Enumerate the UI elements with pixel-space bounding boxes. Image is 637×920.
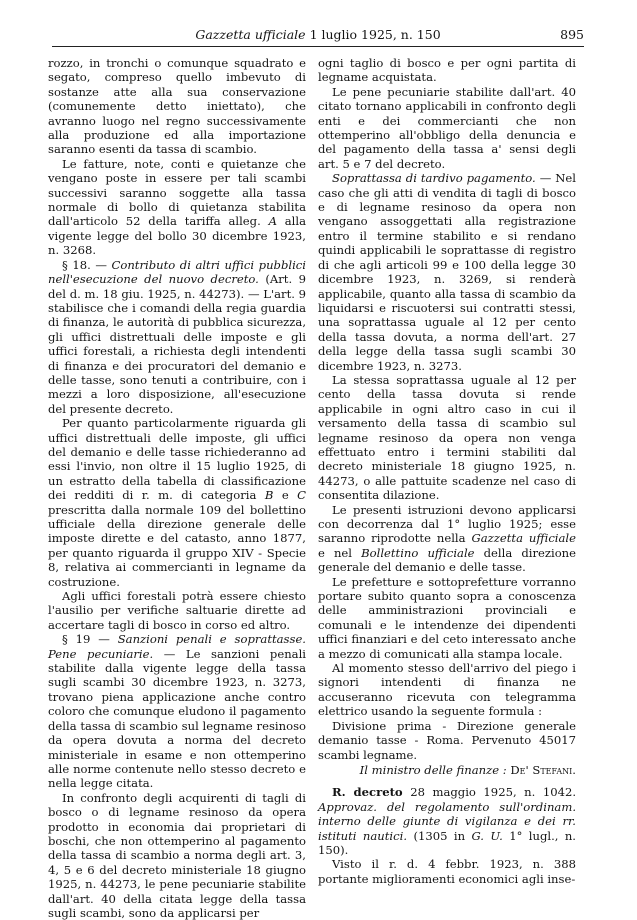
right-column bbox=[318, 56, 576, 886]
decree-title: Approvaz. del regolamento sull'ordinam. interno delle giunte di vigilanza e dei rr. istituti nautici. bbox=[318, 799, 576, 843]
decree-entry: R. decreto 28 maggio 1925, n. 1042. Approvaz. del regolamento sull'ordinam. interno delle giunte di vigilanza e dei rr. istituti nautici. (1305 in G. U. 1° lugl., n. 150). bbox=[318, 785, 577, 857]
section-number: § 18. — bbox=[62, 257, 107, 272]
soprattassa-section: Soprattassa di tardivo pagamento. — Nel caso che gli atti di vendita di tagli di bosco e di legname resinoso da opera non vengano assoggettati alla registrazione entro il termine stabilito e si rendano quindi applicabili le soprattasse di registro di che agli articoli 99 e 100 della legge 30 dicembre 1923, n. 3269, si renderà applicabile, quanto alla tassa di scambio da liquidarsi e riscuotersi sui contratti stessi, una soprattassa uguale al 12 per cento della tassa dovuta, a norma dell'art. 27 della legge della tassa sugli scambi 30 dicembre 1923, n. 3273. bbox=[318, 171, 576, 373]
paragraph: Al momento stesso dell'arrivo del piego i signori intendenti di finanza ne accuseranno ricevuta con telegramma elettrico usando la seguente formula : bbox=[318, 661, 576, 719]
paragraph: Visto il r. d. 4 febbr. 1923, n. 388 portante miglioramenti economici agli inse- bbox=[318, 857, 576, 886]
telegram-formula: Divisione prima - Direzione generale demanio tasse - Roma. Pervenuto 45017 scambi legname. bbox=[318, 718, 576, 762]
paragraph: Le presenti istruzioni devono applicarsi con decorrenza dal 1° luglio 1925; esse saranno riprodotte nella Gazzetta ufficiale e nel Bollettino ufficiale della direzione generale del demanio e delle tasse. bbox=[318, 502, 577, 575]
section-18: § 18. — Contributo di altri uffici pubblici nell'esecuzione del nuovo decreto. (Art. 9 del d. m. 18 giu. 1925, n. 44273). — L'art. 9 stabilisce che i comandi della regia guardia di finanza, le autorità di pubblica sicurezza, gli uffici distrettuali delle imposte e gli uffici forestali, a richiesta degli intendenti di finanza e dei procuratori del demanio e delle tasse, sono tenuti a contribuire, con i mezzi a loro disposizione, all'esecuzione del presente decreto. bbox=[48, 257, 307, 416]
paragraph: Le prefetture e sottoprefetture vorranno portare subito quanto sopra a conoscenza delle amministrazioni provinciali e comunali e le intendenze dei dipendenti uffici finanziari e del ceto interessato anche a mezzo di comunicati alla stampa locale. bbox=[318, 574, 576, 661]
section-title: Sanzioni penali e soprattasse. Pene pecuniarie. bbox=[48, 632, 306, 661]
section-title: Contributo di altri uffici pubblici nell'esecuzione del nuovo decreto. bbox=[48, 257, 306, 287]
page-header bbox=[52, 24, 584, 47]
paragraph: Agli uffici forestali potrà essere chiesto l'ausilio per verifiche saltuarie dirette ad accertare tagli di bosco in corso ed altro. bbox=[48, 589, 306, 632]
paragraph: In confronto degli acquirenti di tagli di bosco o di legname resinoso da opera prodotto in economia dai proprietari di boschi, che non ottemperino al pagamento della tassa di scambio a norma degli art. 3, 4, 5 e 6 del decreto ministeriale 18 giugno 1925, n. 44273, le pene pecuniarie stabilite dall'art. 40 della citata legge della tassa sugli scambi, sono da applicarsi per bbox=[48, 790, 306, 920]
paragraph: Per quanto particolarmente riguarda gli uffici distrettuali delle imposte, gli uffici del demanio e delle tasse richiederanno ad essi l'invio, non oltre il 15 luglio 1925, di un estratto della tabella di classificazione dei redditi di r. m. di categoria B e C prescritta dalla normale 109 del bollettino ufficiale della direzione generale delle imposte dirette e del catasto, anno 1877, per quanto riguarda il gruppo XIV - Specie 8, relativa ai commercianti in legname da costruzione. bbox=[48, 416, 307, 589]
paragraph: Le pene pecuniarie stabilite dall'art. 40 citato tornano applicabili in confronto degli enti e dei commercianti che non ottemperino all'obbligo della denuncia e del pagamento della tassa a' sensi degli art. 5 e 7 del decreto. bbox=[318, 84, 576, 171]
header-title bbox=[52, 27, 584, 42]
left-column bbox=[48, 56, 306, 920]
issue-date: 1 luglio 1925, n. 150 bbox=[309, 27, 441, 42]
paragraph: rozzo, in tronchi o comunque squadrato e segato, compreso quello imbevuto di sostanze atte alla sua conservazione (comunemente detto iniettato), che avranno luogo nel regno successivamente alla produzione ed alla importazione saranno esenti da tassa di scambio. bbox=[48, 56, 306, 157]
page-number: 895 bbox=[560, 27, 584, 42]
minister-signature: Il ministro delle finanze : De' Stefani. bbox=[359, 762, 576, 777]
paragraph: Le fatture, note, conti e quietanze che vengano poste in essere per tali scambi successivi saranno soggette alla tassa normale di bollo di quietanza stabilita dall'articolo 52 della tariffa alleg. A alla vigente legge del bollo 30 dicembre 1923, n. 3268. bbox=[48, 156, 307, 258]
decree-prefix: R. decreto bbox=[332, 785, 403, 800]
paragraph: La stessa soprattassa uguale al 12 per cento della tassa dovuta si rende applicabile in ogni altro caso in cui il versamento della tassa di scambio sul legname resinoso da opera non venga effettuato entro i termini stabiliti dal decreto ministeriale 18 giugno 1925, n. 44273, o alle pattuite scadenze nel caso di consentita dilazione. bbox=[318, 372, 576, 503]
section-19: § 19 — Sanzioni penali e soprattasse. Pene pecuniarie. — Le sanzioni penali stabilite dalla vigente legge della tassa sugli scambi 30 dicembre 1923, n. 3273, trovano piena applicazione anche contro coloro che comunque eludono il pagamento della tassa di scambio sul legname resinoso da opera dovuta a norma del decreto ministeriale in esame e non ottemperino alle norme contenute nello stesso decreto e nella legge citata. bbox=[48, 632, 306, 791]
paragraph: ogni taglio di bosco e per ogni partita di legname acquistata. bbox=[318, 56, 576, 85]
gazette-name: Gazzetta ufficiale bbox=[195, 27, 306, 42]
section-title: Soprattassa di tardivo pagamento. bbox=[332, 171, 536, 186]
section-number: § 19 — bbox=[62, 632, 110, 647]
